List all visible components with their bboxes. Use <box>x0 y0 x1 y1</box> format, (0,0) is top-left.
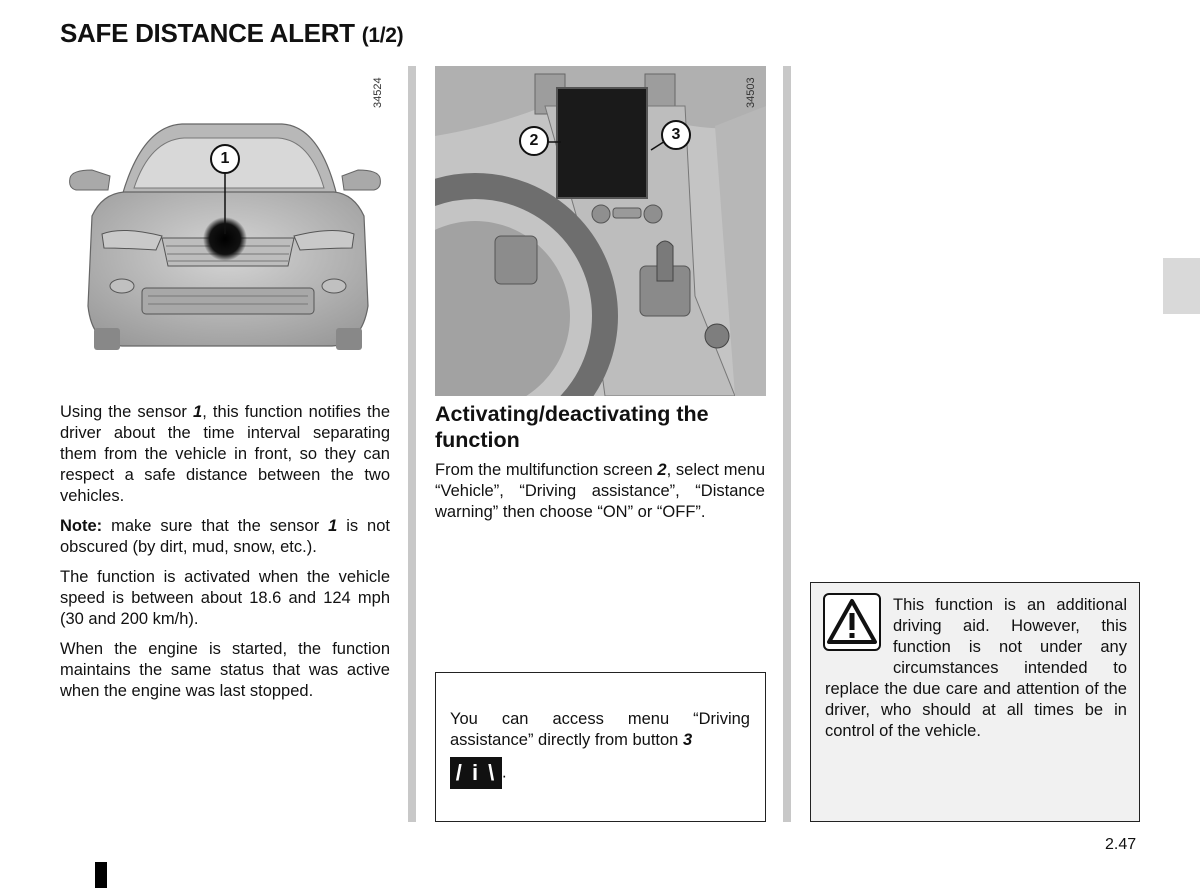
page-title <box>60 18 403 49</box>
column-divider-right <box>783 66 791 822</box>
sensor-ref: 1 <box>193 403 203 421</box>
screen-ref: 2 <box>657 461 667 479</box>
figure-code: 34524 <box>372 77 384 108</box>
edge-bar <box>95 862 107 888</box>
activation-speed-paragraph: The function is activated when the vehicle speed is between about 18.6 and 124 mph (30 and 200 km/h). <box>60 568 390 628</box>
chapter-tab <box>1163 258 1200 314</box>
warning-box <box>810 582 1140 822</box>
car-front-illustration <box>62 66 392 356</box>
engine-start-paragraph: When the engine is started, the function maintains the same status that was active when the engine was last stopped. <box>60 640 390 700</box>
note-label: Note: <box>60 517 103 535</box>
warning-icon-spacer <box>825 595 893 679</box>
page-title-part: (1/2) <box>361 24 404 47</box>
dashboard-figure <box>435 66 766 396</box>
page-title-main: SAFE DISTANCE ALERT <box>60 18 355 48</box>
multifunction-screen <box>557 88 647 198</box>
sensor-ref: 1 <box>328 517 338 535</box>
warning-text: This function is an additional driving aid. However, this function is not under any circumstances intended to replace the due care and attention of the driver, who should at all times be in control of the vehicle. <box>825 596 1127 740</box>
dashboard-illustration <box>435 66 766 396</box>
intro-paragraph: Using the sensor 1, this function notifies the driver about the time interval separating them from the vehicle in front, so they can respect a safe distance between the two vehicles. <box>60 403 390 505</box>
activation-paragraph: From the multifunction screen 2, select menu “Vehicle”, “Driving assistance”, “Distance warning” then choose “ON” or “OFF”. <box>435 461 765 521</box>
left-column-text <box>60 402 390 711</box>
note-paragraph: Note: make sure that the sensor 1 is not obscured (by dirt, mud, snow, etc.). <box>60 517 390 556</box>
info-box <box>435 672 766 822</box>
callout-1: 1 <box>210 144 240 174</box>
section-heading: Activating/deactivating the function <box>435 402 709 452</box>
middle-column-text <box>435 460 765 532</box>
driving-assistance-button-icon: / i \ <box>450 757 502 789</box>
button-ref: 3 <box>682 731 693 749</box>
info-box-text: You can access menu “Driving assistance” directly from button 3 / i \ . <box>450 709 750 789</box>
column-divider-left <box>408 66 416 822</box>
callout-3: 3 <box>661 120 691 150</box>
callout-2: 2 <box>519 126 549 156</box>
figure-code: 34503 <box>745 77 757 108</box>
page-number: 2.47 <box>1105 836 1137 853</box>
car-front-figure <box>62 66 392 356</box>
